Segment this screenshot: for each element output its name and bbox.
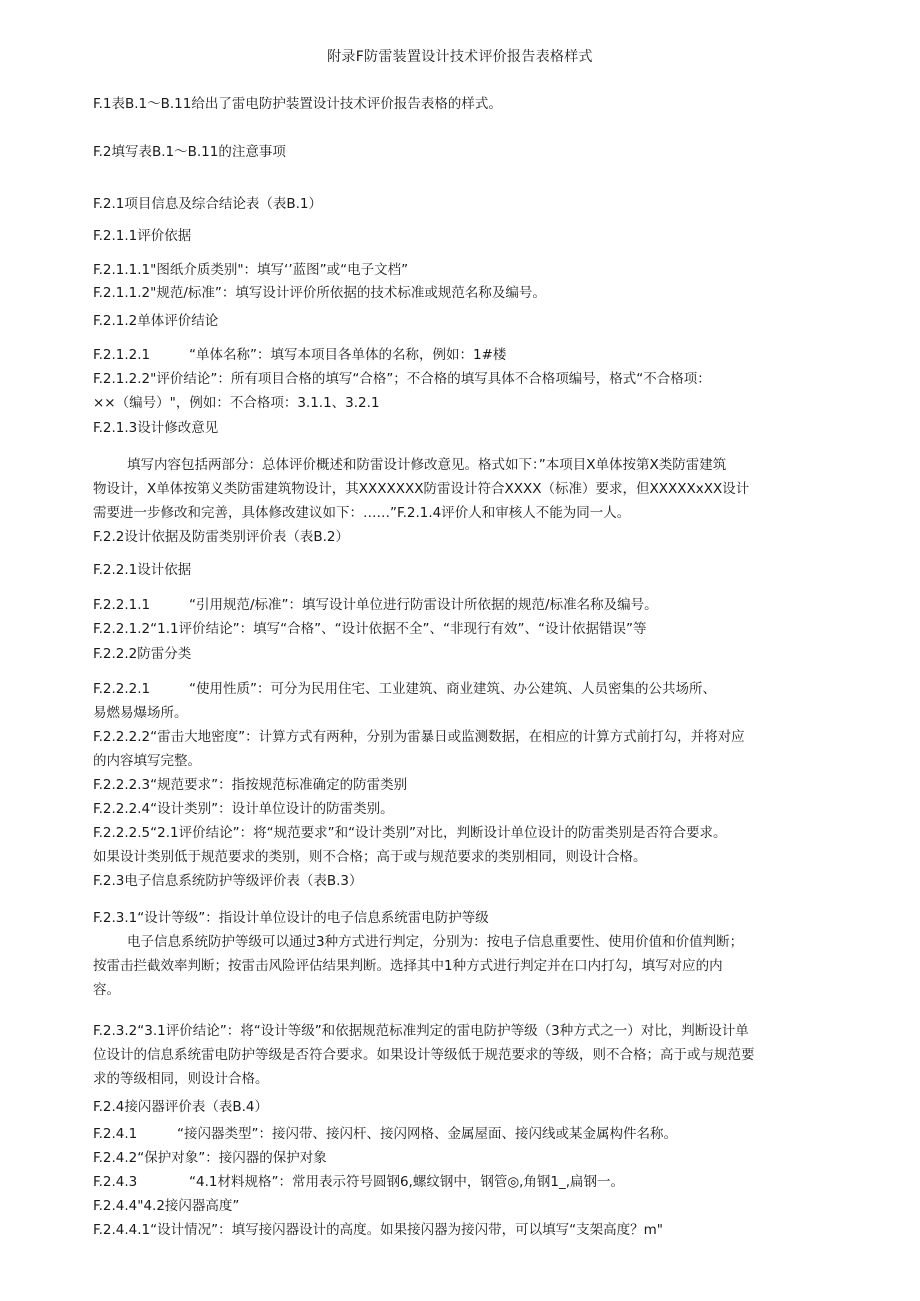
section-heading: F.2.3电子信息系统防护等级评价表（表B.3） — [93, 873, 363, 889]
paragraph: F.2.1.1.2"规范/标准”：填写设计评价所依据的技术标准或规范名称及编号。 — [93, 285, 546, 301]
paragraph: F.1表B.1～B.11给出了雷电防护装置设计技术评价报告表格的样式。 — [93, 96, 502, 112]
clause-text: “接闪器类型”：接闪带、接闪杆、接闪网格、金属屋面、接闪线或某金属构件名称。 — [177, 1126, 677, 1142]
paragraph: F.2.2.2.2“雷击大地密度”：计算方式有两种，分别为雷暴日或监测数据，在相应的计算方式前打勾，并将对应 — [93, 729, 745, 745]
paragraph: F.2.4.2“保护对象”：接闪器的保护对象 — [93, 1150, 327, 1166]
clause-number: F.2.2.1.1 — [93, 597, 151, 613]
paragraph: F.2.2.1.2“1.1评价结论”：填写“合格”、“设计依据不全”、“非现行有效”、“设计依据错误”等 — [93, 621, 647, 637]
paragraph: 容。 — [93, 982, 120, 998]
clause-text: “引用规范/标准”：填写设计单位进行防雷设计所依据的规范/标准名称及编号。 — [189, 597, 658, 613]
paragraph: 的内容填写完整。 — [93, 753, 201, 769]
paragraph: 求的等级相同，则设计合格。 — [93, 1071, 269, 1087]
paragraph: F.2.3.1“设计等级”：指设计单位设计的电子信息系统雷电防护等级 — [93, 910, 489, 926]
paragraph: F.2.2.2.3“规范要求”：指按规范标准确定的防雷类别 — [93, 777, 408, 793]
paragraph: F.2.3.2“3.1评价结论”：将“设计等级”和依据规范标准判定的雷电防护等级（3种方式之一）对比，判断设计单 — [93, 1023, 749, 1039]
paragraph: 电子信息系统防护等级可以通过3种方式进行判定，分别为：按电子信息重要性、使用价值和价值判断； — [127, 934, 744, 950]
paragraph: 位设计的信息系统雷电防护等级是否符合要求。如果设计等级低于规范要求的等级，则不合格；高于或与规范要 — [93, 1047, 755, 1063]
paragraph: F.2.1.2.2"评价结论”：所有项目合格的填写“合格”；不合格的填写具体不合格项编号，格式“不合格项： — [93, 371, 711, 387]
paragraph — [93, 345, 506, 365]
page-title: 附录F防雷装置设计技术评价报告表格样式 — [327, 49, 593, 65]
paragraph: ××（编号）"，例如：不合格项：3.1.1、3.2.1 — [93, 395, 380, 411]
section-heading: F.2.1项目信息及综合结论表（表B.1） — [93, 196, 322, 212]
paragraph: F.2.1.1.1"图纸介质类别"：填写‘’蓝图”或“电子文档” — [93, 262, 409, 278]
clause-text: “4.1材料规格”：常用表示符号圆钢6,螺纹钢中，钢管◎,角钢1_,扁钢一。 — [189, 1174, 625, 1190]
subsection-heading: F.2.2.2防雷分类 — [93, 646, 192, 662]
paragraph: 如果设计类别低于规范要求的类别，则不合格；高于或与规范要求的类别相同，则设计合格。 — [93, 849, 647, 865]
paragraph: 需要进一步修改和完善，具体修改建议如下：……”F.2.1.4评价人和审核人不能为同一人。 — [93, 505, 631, 521]
clause-number: F.2.2.2.1 — [93, 681, 151, 697]
paragraph: 易燃易爆场所。 — [93, 705, 188, 721]
paragraph: F.2.4.4"4.2接闪器高度” — [93, 1198, 240, 1214]
subsection-heading: F.2.1.1评价依据 — [93, 228, 192, 244]
paragraph — [93, 1172, 624, 1192]
section-heading: F.2填写表B.1～B.11的注意事项 — [93, 144, 286, 160]
section-heading: F.2.4接闪器评价表（表B.4） — [93, 1099, 268, 1115]
paragraph: F.2.2.2.5“2.1评价结论”：将“规范要求”和“设计类别”对比，判断设计单位设计的防雷类别是否符合要求。 — [93, 825, 727, 841]
subsection-heading: F.2.2.1设计依据 — [93, 562, 192, 578]
paragraph — [93, 595, 658, 615]
paragraph — [93, 1124, 677, 1144]
clause-number: F.2.1.2.1 — [93, 347, 151, 363]
subsection-heading: F.2.1.3设计修改意见 — [93, 420, 219, 436]
paragraph — [93, 679, 716, 699]
subsection-heading: F.2.1.2单体评价结论 — [93, 313, 219, 329]
paragraph: 物设计，X单体按第义类防雷建筑物设计，其XXXXXXX防雷设计符合XXXX（标准）要求，但XXXXXxXX设计 — [93, 481, 750, 497]
clause-number: F.2.4.3 — [93, 1174, 138, 1190]
clause-number: F.2.4.1 — [93, 1126, 138, 1142]
paragraph: 填写内容包括两部分：总体评价概述和防雷设计修改意见。格式如下：”本项目X单体按第X类防雷建筑 — [127, 457, 727, 473]
section-heading: F.2.2设计依据及防雷类别评价表（表B.2） — [93, 529, 349, 545]
clause-text: “单体名称”：填写本项目各单体的名称，例如：1#楼 — [189, 347, 507, 363]
clause-text: “使用性质”：可分为民用住宅、工业建筑、商业建筑、办公建筑、人员密集的公共场所、 — [189, 681, 716, 697]
paragraph: F.2.4.4.1“设计情况”：填写接闪器设计的高度。如果接闪器为接闪带，可以填写“支架高度？m" — [93, 1222, 663, 1238]
paragraph: 按雷击拦截效率判断；按雷击风险评估结果判断。选择其中1种方式进行判定并在口内打勾，填写对应的内 — [93, 958, 723, 974]
paragraph: F.2.2.2.4“设计类别”：设计单位设计的防雷类别。 — [93, 801, 394, 817]
